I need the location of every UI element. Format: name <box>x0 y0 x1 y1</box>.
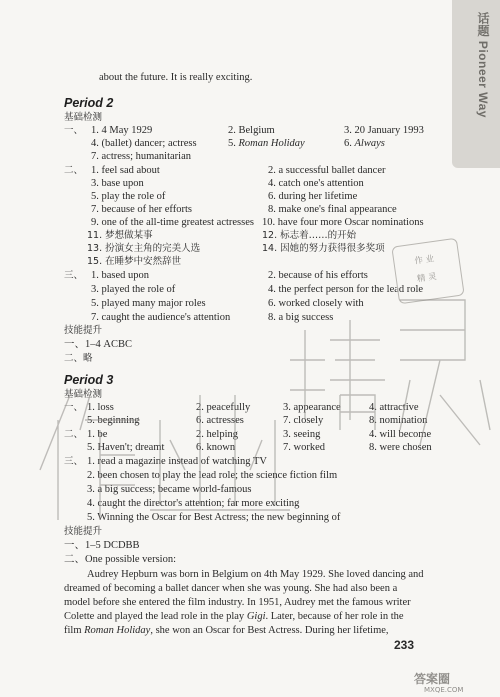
p2-s3-item: 6. worked closely with <box>268 298 364 309</box>
corner-url: MXQE.COM <box>424 686 464 694</box>
chapter-tab-label: 话题 Pioneer Way <box>476 12 490 118</box>
p2-s2-item: 7. because of her efforts <box>91 204 192 215</box>
p2-s2-item: 13. 扮演女主角的完美人选 <box>87 243 201 254</box>
essay-line: film Roman Holiday, she won an Oscar for Best Actress. During her lifetime, <box>64 625 389 636</box>
p3-s3-item: 3. a big success; became world-famous <box>87 484 252 495</box>
p2-s1-item: 7. actress; humanitarian <box>91 151 192 162</box>
essay-line: Audrey Hepburn was born in Belgium on 4th May 1929. She loved dancing and <box>87 569 424 580</box>
p2-s2-item: 3. base upon <box>91 178 144 189</box>
corner-brand: 答案圈 <box>414 672 451 686</box>
p3-s2-item: 4. will become <box>369 429 432 440</box>
p2-s1-item: 5. Roman Holiday <box>228 138 305 149</box>
p2-s2-item: 2. a successful ballet dancer <box>268 165 386 176</box>
p2-s3-item: 1. based upon <box>91 270 150 281</box>
p3-s2-item: 7. worked <box>283 442 325 453</box>
p2-skills-answer-2: 二、略 <box>64 353 93 364</box>
period2-title: Period 2 <box>64 96 114 110</box>
essay-line: model before she entered the film industry. In 1951, Audrey met the famous writer <box>64 597 411 608</box>
p2-s2-item: 11. 梦想做某事 <box>87 230 153 241</box>
p3-s3-label: 三、 <box>64 456 84 467</box>
period3-basic-heading: 基础检测 <box>64 389 103 400</box>
p2-s2-label: 二、 <box>64 165 84 176</box>
p2-s2-item: 9. one of the all-time greatest actresses <box>91 217 254 228</box>
p2-s2-item: 5. play the role of <box>91 191 166 202</box>
p3-s1-item: 1. loss <box>87 402 114 413</box>
p2-s1-label: 一、 <box>64 125 84 136</box>
p2-s1-item: 3. 20 January 1993 <box>344 125 424 136</box>
p2-s1-item: 6. Always <box>344 138 385 149</box>
period2-basic-heading: 基础检测 <box>64 112 103 123</box>
p3-s1-item: 2. peacefully <box>196 402 251 413</box>
page-number: 233 <box>394 638 415 652</box>
p3-s2-item: 1. be <box>87 429 108 440</box>
p2-s3-item: 3. played the role of <box>91 284 176 295</box>
p3-s2-item: 5. Haven't; dreamt <box>87 442 165 453</box>
p2-s2-item: 15. 在睡梦中安然辞世 <box>87 256 182 267</box>
p3-s1-item: 4. attractive <box>369 402 419 413</box>
p3-s1-item: 7. closely <box>283 415 324 426</box>
p3-s2-item: 3. seeing <box>283 429 321 440</box>
p3-s2-item: 8. were chosen <box>369 442 432 453</box>
p2-s3-item: 7. caught the audience's attention <box>91 312 231 323</box>
p2-s3-item: 5. played many major roles <box>91 298 206 309</box>
p2-s1-item: 2. Belgium <box>228 125 275 136</box>
p2-s2-item: 10. have four more Oscar nominations <box>262 217 424 228</box>
p2-s2-item: 14. 因她的努力获得很多奖项 <box>262 243 385 254</box>
p3-s3-item: 2. been chosen to play the lead role; the science fiction film <box>87 470 338 481</box>
p3-s1-label: 一、 <box>64 402 84 413</box>
essay-line: dreamed of becoming a ballet dancer when she was young. She had also been a <box>64 583 398 594</box>
p3-s3-item: 5. Winning the Oscar for Best Actress; the new beginning of <box>87 512 341 523</box>
essay-line: Colette and played the lead role in the play Gigi. Later, because of her role in the <box>64 611 404 622</box>
p3-s3-item: 4. caught the director's attention; far more exciting <box>87 498 300 509</box>
p3-skills-answer-1: 一、1–5 DCDBB <box>64 540 140 551</box>
p3-skills-heading: 技能提升 <box>64 526 103 537</box>
p3-s3-item: 1. read a magazine instead of watching TV <box>87 456 267 467</box>
p2-s3-label: 三、 <box>64 270 84 281</box>
p3-s1-item: 6. actresses <box>196 415 244 426</box>
p2-s1-item: 1. 4 May 1929 <box>91 125 153 136</box>
period3-title: Period 3 <box>64 373 114 387</box>
stamp-text: 作 业 <box>413 254 435 267</box>
p2-skills-answer-1: 一、1–4 ACBC <box>64 339 132 350</box>
intro-line: about the future. It is really exciting. <box>99 72 253 83</box>
p3-s1-item: 5. beginning <box>87 415 140 426</box>
p3-s2-item: 2. helping <box>196 429 238 440</box>
p3-s2-label: 二、 <box>64 429 84 440</box>
p2-s2-item: 1. feel sad about <box>91 165 160 176</box>
p2-s2-item: 8. make one's final appearance <box>268 204 397 215</box>
p2-s1-item: 4. (ballet) dancer; actress <box>91 138 197 149</box>
p3-s2-item: 6. known <box>196 442 236 453</box>
p3-skills-answer-2: 二、One possible version: <box>64 554 176 565</box>
stamp-text: 精 灵 <box>416 271 438 285</box>
p2-s3-item: 8. a big success <box>268 312 334 323</box>
p3-s1-item: 3. appearance <box>283 402 341 413</box>
p2-skills-heading: 技能提升 <box>64 325 103 336</box>
p2-s2-item: 4. catch one's attention <box>268 178 364 189</box>
p2-s2-item: 6. during her lifetime <box>268 191 358 202</box>
p2-s2-item: 12. 标志着……的开始 <box>262 230 357 241</box>
p2-s3-item: 2. because of his efforts <box>268 270 368 281</box>
p2-s3-item: 4. the perfect person for the lead role <box>268 284 424 295</box>
p3-s1-item: 8. nomination <box>369 415 428 426</box>
